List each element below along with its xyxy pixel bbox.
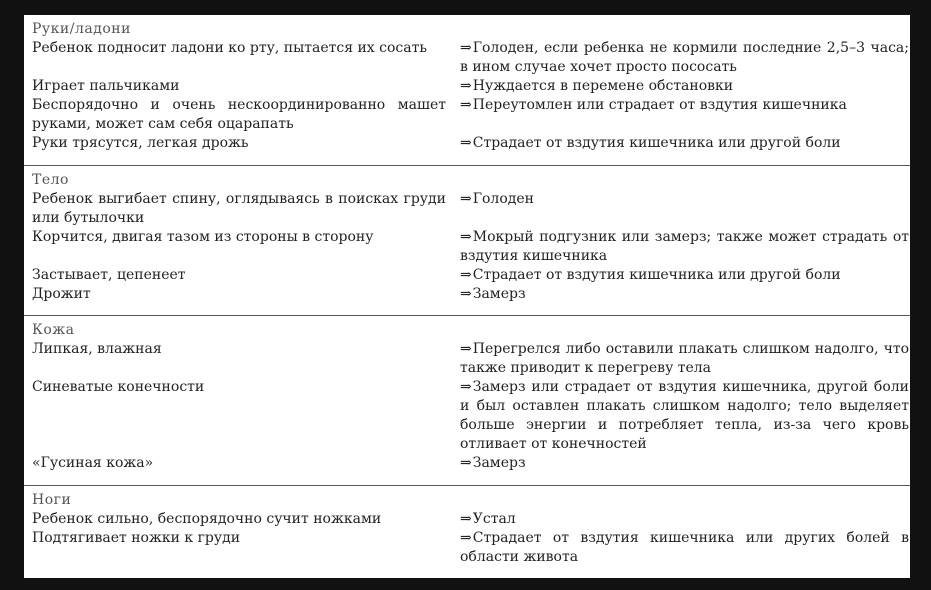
section-title: Ноги (32, 492, 72, 508)
meaning-cell (460, 134, 909, 153)
sign-text: Подтягивает ножки к груди (32, 530, 241, 546)
sign-text: Руки трясутся, легкая дрожь (32, 135, 249, 151)
table-row (24, 529, 910, 567)
meaning-text: Страдает от вздутия кишечника или другой боли (472, 135, 841, 151)
arrow-icon: ⇒ (460, 229, 472, 245)
section-body (24, 165, 910, 315)
meaning-cell (460, 96, 909, 134)
meaning-text: Страдает от вздутия кишечника или других болей в области живота (460, 530, 909, 565)
section-skin (24, 315, 910, 485)
table-row (24, 454, 910, 473)
table-row (24, 285, 910, 304)
table-row (24, 190, 910, 228)
arrow-icon: ⇒ (460, 379, 472, 395)
arrow-icon: ⇒ (460, 97, 472, 113)
sign-text: Ребенок выгибает спину, оглядываясь в поисках груди или бутылочки (32, 191, 446, 226)
meaning-text: Голоден (472, 191, 534, 207)
meaning-cell (460, 378, 909, 454)
arrow-icon: ⇒ (460, 530, 472, 546)
arrow-icon: ⇒ (460, 78, 472, 94)
arrow-icon: ⇒ (460, 341, 472, 357)
sign-text: «Гусиная кожа» (32, 455, 154, 471)
meaning-cell (460, 340, 909, 378)
arrow-icon: ⇒ (460, 286, 472, 302)
meaning-text: Устал (472, 511, 516, 527)
meaning-cell (460, 285, 909, 304)
meaning-cell (460, 39, 909, 77)
sign-text: Застывает, цепенеет (32, 267, 186, 283)
section-title: Кожа (32, 322, 75, 338)
sign-text: Играет пальчиками (32, 78, 180, 94)
meaning-text: Замерз (472, 455, 526, 471)
meaning-cell (460, 529, 909, 567)
arrow-icon: ⇒ (460, 40, 472, 56)
meaning-cell (460, 77, 909, 96)
sign-text: Ребенок сильно, беспорядочно сучит ножками (32, 511, 382, 527)
meaning-cell (460, 454, 909, 473)
section-legs (24, 485, 910, 578)
arrow-icon: ⇒ (460, 511, 472, 527)
section-title: Руки/ладони (32, 21, 131, 37)
meaning-text: Нуждается в перемене обстановки (472, 78, 734, 94)
table-row (24, 228, 910, 266)
meaning-cell (460, 228, 909, 266)
table-row (24, 378, 910, 454)
section-hands (24, 15, 910, 165)
arrow-icon: ⇒ (460, 267, 472, 283)
meaning-text: Замерз (472, 286, 526, 302)
arrow-icon: ⇒ (460, 191, 472, 207)
document-page (24, 15, 910, 578)
sign-text: Корчится, двигая тазом из стороны в сторону (32, 229, 374, 245)
meaning-text: Переутомлен или страдает от вздутия кишечника (472, 97, 847, 113)
meaning-cell (460, 190, 909, 228)
table-row (24, 39, 910, 77)
sign-text: Дрожит (32, 286, 91, 302)
meaning-text: Замерз или страдает от вздутия кишечника, другой боли и был оставлен плакать слишком надолго; тело выделяет больше энергии и потребляет тепла, из-за чего кровь отливает от конечностей (460, 379, 909, 452)
sign-text: Ребенок подносит ладони ко рту, пытается их сосать (32, 40, 427, 56)
arrow-icon: ⇒ (460, 455, 472, 471)
meaning-cell (460, 266, 909, 285)
meaning-text: Страдает от вздутия кишечника или другой боли (472, 267, 841, 283)
table-row (24, 77, 910, 96)
table-row (24, 340, 910, 378)
meaning-text: Перегрелся либо оставили плакать слишком надолго, что также приводит к перегреву тела (460, 341, 909, 376)
sign-text: Липкая, влажная (32, 341, 162, 357)
table-row (24, 96, 910, 134)
table-row (24, 266, 910, 285)
table-row (24, 134, 910, 153)
meaning-cell (460, 510, 909, 529)
sign-text: Синеватые конечности (32, 379, 205, 395)
sign-text: Беспорядочно и очень нескоординированно машет руками, может сам себя оцарапать (32, 97, 446, 132)
section-title: Тело (32, 172, 69, 188)
meaning-text: Мокрый подгузник или замерз; также может страдать от вздутия кишечника (460, 229, 909, 264)
meaning-text: Голоден, если ребенка не кормили последние 2,5–3 часа; в ином случае хочет просто пососать (460, 40, 909, 75)
arrow-icon: ⇒ (460, 135, 472, 151)
table-row (24, 510, 910, 529)
